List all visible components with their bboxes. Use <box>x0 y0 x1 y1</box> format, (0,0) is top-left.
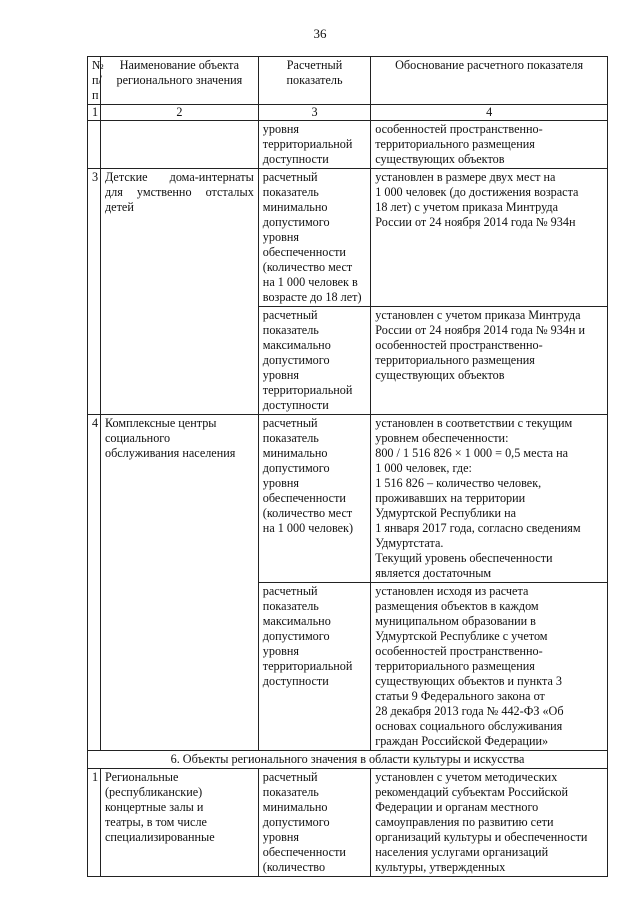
indicator-text: расчетный показатель минимально допустимого уровня обеспеченности (количество мест на 1 000 человек в возрасте до 18 лет) <box>258 169 370 307</box>
indicator-text: расчетный показатель максимально допустимого уровня территориальной доступности <box>258 307 370 415</box>
basis-text: установлен с учетом приказа Минтруда России от 24 ноября 2014 года № 934н и особенностей пространственно- территориального размещения существующих объектов <box>371 307 608 415</box>
header-object-name: Наименование объекта регионального значения <box>100 57 258 105</box>
header-number: № п/п <box>88 57 101 105</box>
basis-text: особенностей пространственно- территориального размещения существующих объектов <box>371 121 608 169</box>
table-row <box>88 121 608 169</box>
table-header-row <box>88 57 608 105</box>
column-numbers-row <box>88 105 608 121</box>
object-name: Региональные (республиканские) концертные залы и театры, в том числе специализированные <box>100 769 258 877</box>
indicator-text: расчетный показатель минимально допустимого уровня обеспеченности (количество мест на 1 000 человек) <box>258 415 370 583</box>
table-row <box>88 415 608 583</box>
basis-text: установлен в соответствии с текущим уровнем обеспеченности: 800 / 1 516 826 × 1 000 = 0,5 места на 1 000 человек, где: 1 516 826 – количество человек, проживавших на территории Удмуртской Республики на 1 января 2017 года, согласно сведениям Удмуртстата. Текущий уровень обеспеченности является достаточным <box>371 415 608 583</box>
indicator-text: расчетный показатель максимально допустимого уровня территориальной доступности <box>258 583 370 751</box>
row-number <box>88 121 101 169</box>
basis-text: установлен в размере двух мест на 1 000 человек (до достижения возраста 18 лет) с учетом приказа Минтруда России от 24 ноября 2014 года № 934н <box>371 169 608 307</box>
object-name: Комплексные центры социального обслуживания населения <box>100 415 258 751</box>
column-number: 3 <box>258 105 370 121</box>
row-number: 3 <box>88 169 101 415</box>
column-number: 2 <box>100 105 258 121</box>
row-number: 4 <box>88 415 101 751</box>
header-indicator: Расчетный показатель <box>258 57 370 105</box>
table-row <box>88 769 608 877</box>
column-number: 1 <box>88 105 101 121</box>
indicator-text: расчетный показатель минимально допустимого уровня обеспеченности (количество <box>258 769 370 877</box>
table-row <box>88 169 608 307</box>
page-number: 36 <box>313 26 327 41</box>
header-basis: Обоснование расчетного показателя <box>371 57 608 105</box>
basis-text: установлен с учетом методических рекомендаций субъектам Российской Федерации и органам местного самоуправления по развитию сети организаций культуры и обеспеченности населения услугами организаций культуры, утвержденных <box>371 769 608 877</box>
object-name: Детские дома-интернаты для умственно отсталых детей <box>100 169 258 415</box>
standards-table <box>87 56 608 877</box>
section-title: 6. Объекты регионального значения в области культуры и искусства <box>88 751 608 769</box>
column-number: 4 <box>371 105 608 121</box>
indicator-text: уровня территориальной доступности <box>258 121 370 169</box>
section-heading-row <box>88 751 608 769</box>
object-name <box>100 121 258 169</box>
basis-text: установлен исходя из расчета размещения объектов в каждом муниципальном образовании в Удмуртской Республике с учетом особенностей пространственно- территориального размещения существующих объектов и пункта 3 статьи 9 Федерального закона от 28 декабря 2013 года № 442-ФЗ «Об основах социального обслуживания граждан Российской Федерации» <box>371 583 608 751</box>
row-number: 1 <box>88 769 101 877</box>
